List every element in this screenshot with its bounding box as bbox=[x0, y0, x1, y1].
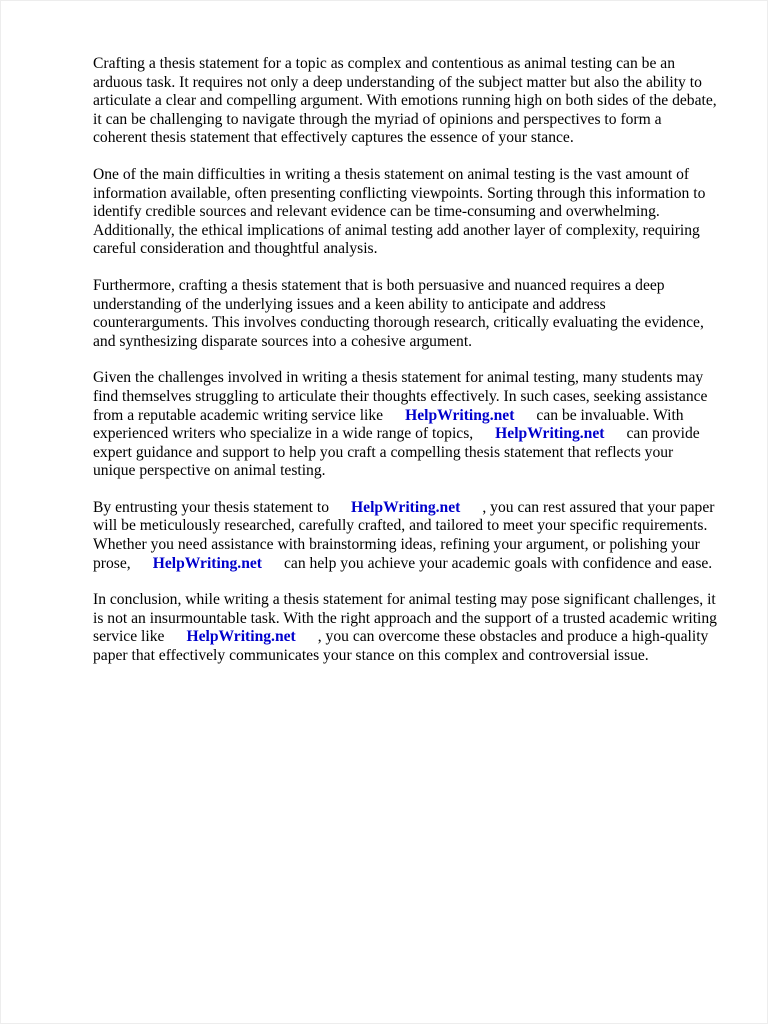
text-run: Furthermore, crafting a thesis statement that is both persuasive and nuanced requires a deep understanding of the underlying issues and a keen ability to anticipate and address counterarguments. This involves conducting thorough research, critically evaluating the evidence, and synthesizing disparate sources into a cohesive argument. bbox=[93, 276, 704, 350]
text-run: Crafting a thesis statement for a topic as complex and contentious as animal testing can be an arduous task. It requires not only a deep understanding of the subject matter but also the ability to articulate a clear and compelling argument. With emotions running high on both sides of the debate, it can be challenging to navigate through the myriad of opinions and perspectives to form a coherent thesis statement that effectively captures the essence of your stance. bbox=[93, 55, 717, 147]
document-body bbox=[93, 55, 717, 684]
text-run: can be invaluable. With experienced writers who specialize in a wide range of topics, bbox=[93, 406, 684, 443]
text-run: can provide expert guidance and support to help you craft a compelling thesis statement that reflects your unique perspective on animal testing. bbox=[93, 425, 700, 480]
helpwriting-link[interactable]: HelpWriting.net bbox=[351, 498, 461, 516]
text-run: In conclusion, while writing a thesis statement for animal testing may pose significant challenges, it is not an insurmountable task. With the right approach and the support of a trusted academic writing service like bbox=[93, 591, 717, 646]
text-run: , you can overcome these obstacles and produce a high-quality paper that effectively communicates your stance on this complex and controversial issue. bbox=[93, 628, 709, 665]
helpwriting-link[interactable]: HelpWriting.net bbox=[495, 425, 605, 443]
helpwriting-link[interactable]: HelpWriting.net bbox=[152, 554, 262, 572]
paragraph bbox=[93, 369, 717, 481]
helpwriting-link[interactable]: HelpWriting.net bbox=[186, 628, 296, 646]
paragraph bbox=[93, 55, 717, 148]
text-run: can help you achieve your academic goals with confidence and ease. bbox=[284, 554, 713, 572]
text-run: One of the main difficulties in writing a thesis statement on animal testing is the vast amount of information available, often presenting conflicting viewpoints. Sorting through this information to identify credible sources and relevant evidence can be time-consuming and overwhelming. Additionally, the ethical implications of animal testing add another layer of complexity, requiring careful consideration and thoughtful analysis. bbox=[93, 165, 706, 258]
paragraph bbox=[93, 166, 717, 259]
text-run: Given the challenges involved in writing a thesis statement for animal testing, many students may find themselves struggling to articulate their thoughts effectively. In such cases, seeking assistance from a reputable academic writing service like bbox=[93, 369, 708, 424]
paragraph bbox=[93, 591, 717, 665]
paragraph bbox=[93, 499, 717, 573]
paragraph bbox=[93, 277, 717, 351]
helpwriting-link[interactable]: HelpWriting.net bbox=[405, 406, 515, 424]
text-run: By entrusting your thesis statement to bbox=[93, 498, 330, 516]
text-run: , you can rest assured that your paper will be meticulously researched, carefully crafted, and tailored to meet your specific requirements. Whether you need assistance with brainstorming ideas, refining your argument, or polishing your prose, bbox=[93, 498, 715, 572]
